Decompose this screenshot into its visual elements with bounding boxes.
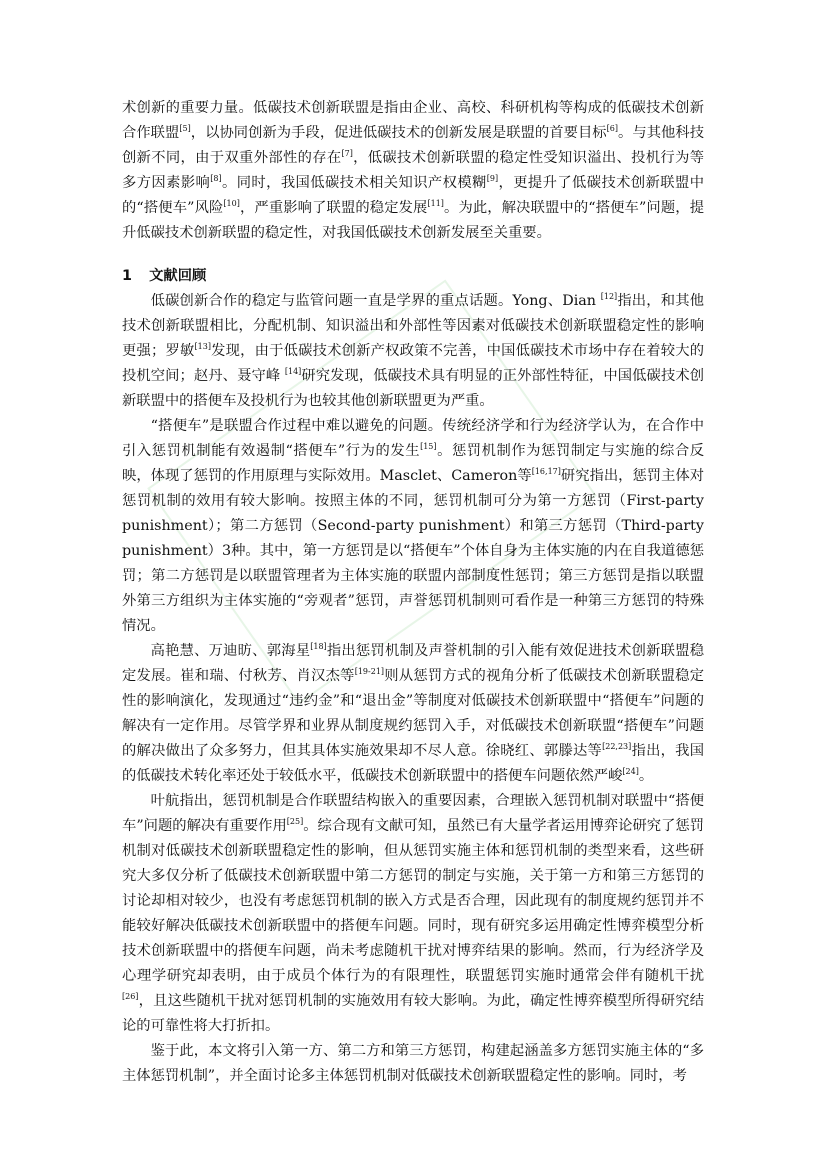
citation-ref: [15] bbox=[420, 442, 437, 451]
text-run: 指出，我国的低碳技术转化率还处于较低水平，低碳技术创新联盟中的搭便车问题依然严峻 bbox=[122, 743, 705, 784]
text-run: 高艳慧、万迪昉、郭海星 bbox=[150, 643, 311, 659]
citation-ref: [13] bbox=[194, 342, 211, 351]
citation-ref: [7] bbox=[341, 149, 353, 158]
text-run: 研究指出，惩罚主体对惩罚机制的效用有较大影响。按照主体的不同，惩罚机制可分为第一方惩罚（First-party punishment）；第二方惩罚（Second-party punishment）和第三方惩罚（Third-party punishment）3种。其中，第一方惩罚是以“搭便车”个体自身为主体实施的内在自我道德惩罚；第二方惩罚是以联盟管理者为主体实施的联盟内部制度性惩罚；第三方惩罚是指以联盟外第三方组织为主体实施的“旁观者”惩罚，声誉惩罚机制则可看作是一种第三方惩罚的特殊情况。 bbox=[122, 468, 705, 634]
text-run: 则从惩罚方式的视角分析了低碳技术创新联盟稳定性的影响演化，发现通过“违约金”和“退出金”等制度对低碳技术创新联盟中“搭便车”问题的解决有一定作用。尽管学界和业界从制度规约惩罚入手，对低碳技术创新联盟“搭便车”问题的解决做出了众多努力，但其具体实施效果却不尽人意。徐晓红、郭滕达等 bbox=[122, 668, 705, 759]
text-run: 。综合现有文献可知，虽然已有大量学者运用博弈论研究了惩罚机制对低碳技术创新联盟稳定性的影响，但从惩罚实施主体和惩罚机制的类型来看，这些研究大多仅分析了低碳技术创新联盟中第二方惩罚的制定与实施，关于第一方和第三方惩罚的讨论却相对较少，也没有考虑惩罚机制的嵌入方式是否合理，因此现有的制度规约惩罚并不能较好解决低碳技术创新联盟中的搭便车问题。同时，现有研究多运用确定性博弈模型分析技术创新联盟中的搭便车问题，尚未考虑随机干扰对博弈结果的影响。然而，行为经济学及心理学研究却表明，由于成员个体行为的有限理性，联盟惩罚实施时通常会伴有随机干扰 bbox=[122, 818, 704, 984]
text-run: 。与其他科技创新不同，由于双重外部性的存在 bbox=[122, 125, 705, 166]
paragraph-1 bbox=[122, 289, 704, 414]
body-text bbox=[122, 96, 704, 1089]
text-run: ，低碳技术创新联盟的稳定性受知识溢出、投机行为等多方因素影响 bbox=[122, 150, 704, 191]
citation-ref: [11] bbox=[427, 199, 444, 208]
text-run: 低碳创新合作的稳定与监管问题一直是学界的重点话题。Yong、Dian bbox=[150, 293, 601, 309]
text-run: 叶航指出，惩罚机制是合作联盟结构嵌入的重要因素，合理嵌入惩罚机制对联盟中“搭便车”问题的解决有重要作用 bbox=[122, 793, 704, 834]
text-run: 指出惩罚机制及声誉机制的引入能有效促进技术创新联盟稳定发展。崔和瑞、付秋芳、肖汉杰等 bbox=[122, 643, 705, 684]
text-run: 。 bbox=[638, 768, 654, 784]
text-run: ，更提升了低碳技术创新联盟中的“搭便车”风险 bbox=[122, 175, 705, 216]
citation-ref: [25] bbox=[286, 817, 304, 826]
text-run: “搭便车”是联盟合作过程中难以避免的问题。传统经济学和行为经济学认为，在合作中引入惩罚机制能有效遏制“搭便车”行为的发生 bbox=[122, 418, 704, 459]
text-run: 研究发现，低碳技术具有明显的正外部性特征，中国低碳技术创新联盟中的搭便车及投机行为也较其他创新联盟更为严重。 bbox=[122, 368, 705, 409]
citation-ref: [6] bbox=[606, 124, 618, 133]
text-run: ，以协同创新为手段，促进低碳技术的创新发展是联盟的首要目标 bbox=[190, 125, 607, 141]
text-run: 。为此，解决联盟中的“搭便车”问题，提升低碳技术创新联盟的稳定性，对我国低碳技术创新发展至关重要。 bbox=[122, 200, 704, 241]
citation-ref: [8] bbox=[210, 174, 222, 183]
paragraph-3 bbox=[122, 639, 704, 789]
citation-ref: [26] bbox=[122, 992, 139, 1001]
text-run: 术创新的重要力量。低碳技术创新联盟是指由企业、高校、科研机构等构成的低碳技术创新合作联盟 bbox=[122, 100, 704, 141]
text-run: 指出，和其他技术创新联盟相比，分配机制、知识溢出和外部性等因素对低碳技术创新联盟稳定性的影响更强；罗敏 bbox=[122, 293, 704, 359]
text-run: 鉴于此，本文将引入第一方、第二方和第三方惩罚，构建起涵盖多方惩罚实施主体的“多主体惩罚机制”，并全面讨论多主体惩罚机制对低碳技术创新联盟稳定性的影响。同时，考 bbox=[122, 1043, 704, 1084]
citation-ref: [16,17] bbox=[531, 467, 561, 476]
citation-ref: [22,23] bbox=[602, 742, 632, 751]
text-run: ，且这些随机干扰对惩罚机制的实施效用有较大影响。为此，确定性博弈模型所得研究结论的可靠性将大打折扣。 bbox=[122, 993, 704, 1034]
section-number: 1 bbox=[122, 268, 132, 284]
text-run: ，严重影响了联盟的稳定发展 bbox=[239, 200, 428, 216]
citation-ref: [9] bbox=[486, 174, 499, 183]
citation-ref: [18] bbox=[310, 642, 327, 651]
text-run: 发现，由于低碳技术创新产权政策不完善，中国低碳技术市场中存在着较大的投机空间；赵丹、聂守峰 bbox=[122, 343, 705, 384]
paragraph-4 bbox=[122, 789, 704, 1039]
citation-ref: [5] bbox=[179, 124, 191, 133]
text-run: 。惩罚机制作为惩罚制定与实施的综合反映，体现了惩罚的作用原理与实际效用。Masclet、Cameron等 bbox=[122, 443, 704, 484]
citation-ref: [10] bbox=[223, 199, 240, 208]
paragraph-2 bbox=[122, 414, 704, 639]
paragraph-intro bbox=[122, 96, 704, 246]
paragraph-5 bbox=[122, 1039, 704, 1089]
section-heading bbox=[122, 264, 704, 289]
text-run: 。同时，我国低碳技术相关知识产权模糊 bbox=[221, 175, 487, 191]
section-title: 文献回顾 bbox=[149, 268, 207, 284]
citation-ref: [12] bbox=[600, 292, 618, 301]
citation-ref: [24] bbox=[622, 767, 639, 776]
citation-ref: [14] bbox=[284, 367, 302, 376]
citation-ref: [19-21] bbox=[354, 667, 385, 676]
